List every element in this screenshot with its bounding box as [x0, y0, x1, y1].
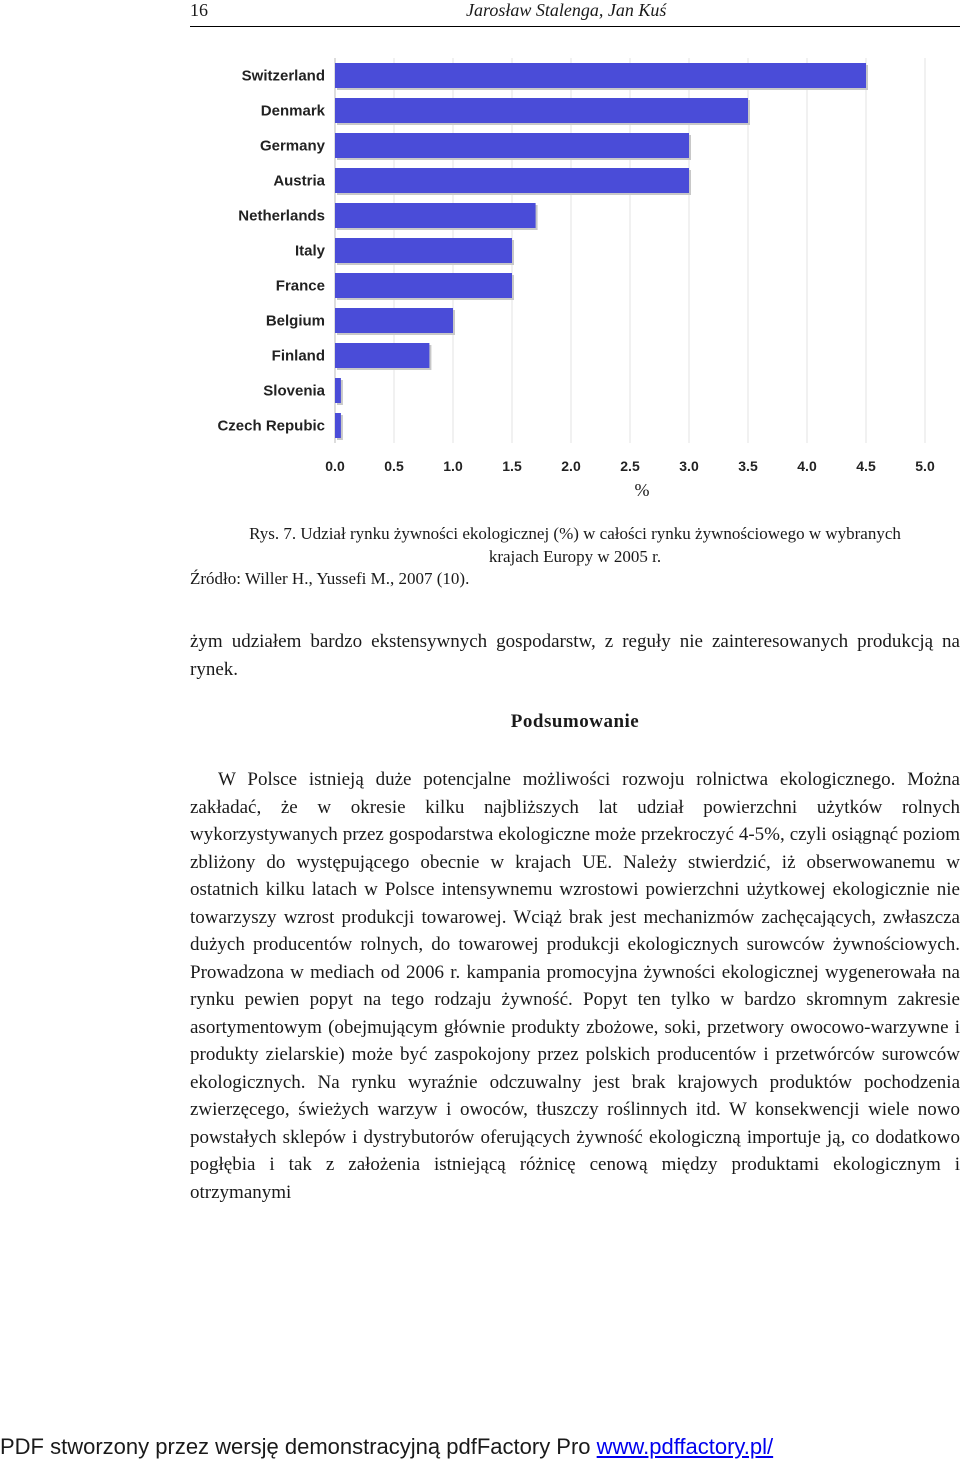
bar: [335, 413, 341, 438]
x-tick-label: 1.0: [443, 458, 463, 474]
x-tick-label: 0.5: [384, 458, 404, 474]
bar: [335, 63, 866, 88]
category-label: Denmark: [260, 102, 325, 120]
bar: [335, 273, 512, 298]
section-heading: Podsumowanie: [510, 711, 640, 732]
bar: [335, 378, 341, 403]
x-tick-labels: [325, 458, 935, 474]
bar: [335, 98, 748, 123]
category-label: Slovenia: [263, 382, 325, 400]
x-axis-label: %: [634, 480, 650, 500]
figure-source: Źródło: Willer H., Yussefi M., 2007 (10).: [190, 569, 470, 588]
lead-paragraph: żym udziałem bardzo ekstensywnych gospodarstw, z reguły nie zainteresowanych produkcją na rynek.: [190, 631, 960, 680]
body-paragraph: W Polsce istnieją duże potencjalne możliwości rozwoju rolnictwa ekologicznego. Można zakładać, że w okresie kilku najbliższych lat udział powierzchni użytków rolnych wykorzystywanych przez gospodarstwa ekologiczne może przekroczyć 4-5%, czyli osiągnąć poziom zbliżony do występującego obecnie w krajach UE. Należy stwierdzić, iż obserwowanemu w ostatnich kilku latach w Polsce intensywnemu wzrostowi powierzchni użytkowej ekologicznie nie towarzyszy wzrost produkcji towarowej. Wciąż brak jest mechanizmów zachęcających, zwłaszcza dużych producentów rolnych, do towarowej produkcji ekologicznych surowców żywnościowych. Prowadzona w mediach od 2006 r. kampania promocyjna żywności ekologicznej wygenerowała na rynku pewien popyt na tego rodzaju żywność. Popyt ten tylko w bardzo skromnym zakresie asortymentowym (obejmującym głównie produkty zbożowe, soki, przetwory owocowo-warzywne i produkty zielarskie) może być zaspokojony przez polskich producentów i przetwórców surowców ekologicznych. Na rynku wyraźnie odczuwalny jest brak krajowych produktów pochodzenia zwierzęcego, świeżych warzyw i owoców, tłuszczy roślinnych itd. W konsekwencji wiele nowo powstałych sklepów i dystrybutorów oferujących żywność ekologiczną importuje ją, co dodatkowo pogłębia i tak z założenia istniejącą różnicę cenową między produktami ekologicznym i otrzymanymi: [190, 769, 960, 1203]
footer-link[interactable]: www.pdffactory.pl/: [596, 1434, 774, 1459]
category-label: Finland: [271, 347, 325, 365]
category-label: Switzerland: [241, 67, 325, 85]
category-label: Germany: [259, 137, 325, 155]
category-label: Czech Repubic: [217, 417, 325, 435]
category-label: Netherlands: [238, 207, 325, 225]
x-tick-label: 0.0: [325, 458, 345, 474]
x-tick-label: 2.5: [620, 458, 640, 474]
bar: [335, 203, 536, 228]
page-number: 16: [190, 0, 208, 20]
running-head-authors: Jarosław Stalenga, Jan Kuś: [466, 0, 667, 20]
category-label: Belgium: [265, 312, 325, 330]
footer-text: PDF stworzony przez wersję demonstracyjną pdfFactory Pro: [0, 1434, 597, 1459]
x-tick-label: 5.0: [915, 458, 935, 474]
x-tick-label: 1.5: [502, 458, 522, 474]
page-header: [190, 0, 960, 27]
x-tick-label: 3.5: [738, 458, 758, 474]
bar: [335, 133, 689, 158]
figure-caption: Rys. 7. Udział rynku żywności ekologicznej (%) w całości rynku żywnościowego w wybranych: [249, 524, 901, 543]
x-tick-label: 2.0: [561, 458, 581, 474]
category-label: Austria: [273, 172, 325, 190]
figure-caption-continued: krajach Europy w 2005 r.: [488, 547, 662, 566]
bar: [335, 308, 453, 333]
chart-bars: [335, 63, 868, 440]
x-tick-label: 4.5: [856, 458, 876, 474]
bar: [335, 168, 689, 193]
bar: [335, 238, 512, 263]
x-tick-label: 4.0: [797, 458, 817, 474]
x-tick-label: 3.0: [679, 458, 699, 474]
pdf-footer: [0, 1434, 960, 1460]
category-label: France: [275, 277, 325, 295]
category-label: Italy: [294, 242, 325, 260]
bar: [335, 343, 429, 368]
bar-chart: [195, 50, 955, 500]
category-labels: [217, 68, 325, 435]
